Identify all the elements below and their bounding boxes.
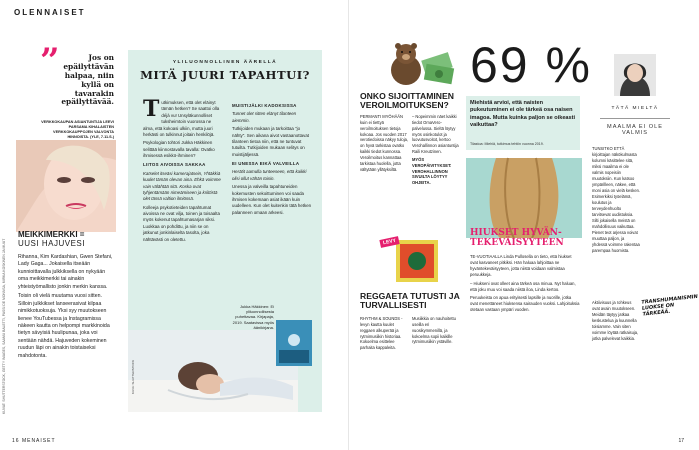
bear-icon xyxy=(388,40,424,86)
money-icon xyxy=(421,46,455,92)
sijoitus-body-2 xyxy=(412,114,460,188)
sijoitus-paragraph-1: PERMANTI MYÖHÄÄN kuin ei tiettyä veroilmoituksen tietoja kokoaa. Jos vuoden 2017 verotiedoissa näkyy tuloja, on hyvä tarkistaa ovatko kaikki tiedot kunnossa. Veroilmoitus kannattaa tarkistaa huolella, jotta vältytään yllätyksiltä. xyxy=(360,114,409,172)
article-subhead-3: EI UNESSA EIKÄ VALVEILLA xyxy=(232,161,300,166)
page-fold xyxy=(348,0,349,450)
article-intro: utkimuksen, että olet eläinyt tämän hetken? Se saattoi olla déjà vu! Unsyläkunnolliset tuksheimtoin vuorossa ne alma, että kokoasi ulkiin, mutta juuri herkästi on tulkinnut joitain henkilöjä. xyxy=(143,100,220,137)
handwritten-note: TRANSHUMANISMIN LUOKSE ON TÄRKEÄÄ. xyxy=(641,293,699,318)
page-number-right: 17 xyxy=(678,438,684,444)
article-paragraph-2: Tutkijoiden mukaan ja tarkoittaa "jo nähty". Sen aikana aivot vastaanottavat tilanteen tietoa niin, että ne tuntuvat tutuilta. Tutkijoiden mukaan selitys on muistijäljessä. xyxy=(232,126,309,157)
stat-text: Miehistä arvioi, että naisten pukeutuminen ei ole tärkeä osa naisen imagoa. Mutta kuinka paljon se oikeasti vaikuttaa? xyxy=(470,100,576,128)
big-stat-value: 69 % xyxy=(470,37,592,93)
article-quote-1: Katselet itseäsi kamerajatsein, Yhtäkkiä kuulet tämän olevan aina. Ehkä voimme vain välähtää sitä. Koska ovat tyhjentämään nimeämiseen ja kriittistä olet tässä valtion ilmiössä. xyxy=(143,170,221,202)
opinion-label: TÄTÄ MIELTÄ xyxy=(611,106,659,111)
stat-source: Tilastoa: Miehiä, tutkimus tehtiin vuonna 2019. xyxy=(470,142,544,146)
article-title: MITÄ JUURI TAPAHTUI? xyxy=(140,68,310,82)
opinion-body-tail: Aktiivisuus ja rohkeus ovat avain muutokseen. Meidän täytyy jatkaa keskustelua ja kuunnella toisiamme. Vain siten voimme löytää ratkaisuja, jotka palvelevat kaikkia. xyxy=(592,300,639,342)
dropcap: T xyxy=(143,96,160,122)
reggae-body-1: RHYTHM & SOUNDS -levyn kautta kuulet reggaen alkuperää ja rytmimusiikin historiaa. Kokoelma esittelee parhaita kappaleita. xyxy=(360,316,403,351)
meik-body xyxy=(18,254,116,362)
meik-subtitle: UUSI HAJUVESI xyxy=(18,239,85,249)
book-cover xyxy=(276,320,312,366)
model-photo xyxy=(16,140,116,232)
sleeping-woman-photo xyxy=(128,330,298,412)
article-paragraph-3: Unessa ja valveilla tapahtuneiden kokemusten sekoittuminen voi saada ihmisen kokemaan asiat ikään kuin uudelleen. Kun olet kuitenkin tätä hetken palanneen omaan arkeesi. xyxy=(232,184,312,215)
article-subhead-1: LIITOS AIVOISSA SAKKAA xyxy=(143,162,206,168)
article-quote-2: Tunnet olet sitten elänyt tilanteen aiemmin. xyxy=(232,111,297,123)
hair-paragraph-2: – Hiukseni ovat olleet aina tärkeä osa minua. Nyt haluan, että joku muu voi saada niistä iloa, Linda kertoo. xyxy=(470,280,576,292)
sijoitus-body-1 xyxy=(360,114,408,174)
opinion-body: TUNSITKO ETTÄ kirjoittajan näkökulmasta kolumni käsittelee sitä, miksi maailma ei ole valmis nopeisiin muutoksiin. Kun katsoo ympärilleen, näkee, että moni asia on vielä kesken. Esimerkiksi työelämä, koulutus ja terveydenhuolto tarvitsevat uudistuksia. Silti jokaisella meistä on mahdollisuus vaikuttaa. Pienet teot arjessa voivat muuttaa paljon, ja yhdessä voimme rakentaa parempaa huomista. xyxy=(592,146,641,254)
hair-paragraph-3: Peruukeista on apua erityisesti lapsille ja nuorille, jotka ovat menettäneet hiuksensa sairauden vuoksi. Lahjoituksia otetaan vastaan ympäri vuoden. xyxy=(470,294,580,312)
meik-paragraph-2: Toisin oli vielä muutama vuosi sitten. Silloin julkkikset lanseerasivat kilpaa nimikkotuoksuja. Yksi syy muutokseen lienee YouTubessa ja Instagramissa näkeen kautta on helpompi markkinoida tietyn sävyisiä huulipunaa, joka voi sentään nähdä. Hajuveden kokeminen ruudun läpi on ainakin toistaiseksi mahdotonta. xyxy=(18,293,110,359)
hair-title: HIUKSET HYVÄN-TEKEVÄISYYTEEN xyxy=(470,228,564,249)
sijoitus-title: ONKO SIJOITTAMINEN VEROILMOITUKSEN? xyxy=(360,91,454,111)
hair-photo xyxy=(466,158,582,238)
hair-paragraph-1: TE-VUOTIAALLA Linda Pullosella on tieto, että hiukset ovat kasvaneet pitkiksi. Hän haluaa lahjoittaa ne hyväntekeväisyyteen, jotta niistä voidaan valmistaa peruukkeja. xyxy=(470,254,572,278)
article-paragraph-end: Kolleeja psykotieteiden tapahtumat aivoissa ne ovat vilja, toinen ja toisaalta myös kokenut tapahtumasarjan siksi. Luokkaa on pohdittu, ja niin se on jatkunut jonkinlaiselta tasolta, joka nähtävästi on oletettu. xyxy=(143,204,220,242)
photo-credit: KUVA: SHUTTERSTOCK xyxy=(131,360,135,395)
article-subhead-2: MUISTIJÄLKI KADOKSISSA xyxy=(232,103,297,108)
book-caption: Jukka Häkkinen: Ei yliluonnollisesta puhettavaa. Kirjapaja, 2019. Saatavissa myös äänikirjana. xyxy=(232,304,274,330)
article-right-column xyxy=(232,100,312,218)
opinion-title: MAALMA EI OLE VALMIS xyxy=(607,124,663,136)
article-quote-3: Herätit aamulla tunteeseen, että kaikki olisi ollut vähän toisin. xyxy=(232,169,307,181)
author-avatar xyxy=(614,54,656,96)
article-left-column xyxy=(143,96,223,245)
opinion-divider xyxy=(600,118,670,119)
sijoitus-paragraph-2: – Nopeimmin näet kaikki tiedot OmaVero-palvelussa. Sieltä löytyy myös osinkotulot ja luovutusvoitot, kertoo Verohallinnon asiantuntija Raili Kreutzinen. xyxy=(412,114,459,155)
article-kicker: YLILUONNOLLINEN ÄÄRELLÄ xyxy=(172,60,278,65)
meik-title: MEIKKIMERKKI = xyxy=(18,230,85,239)
section-label: OLENNAISET xyxy=(14,8,86,17)
sijoitus-note: MYÖS VEROPÄIVITYKSET: VEROHALLINNON SIVUILTA LÖYTYY OHJEITA. xyxy=(412,156,452,186)
page-number-left: 16 MENAISET xyxy=(12,438,56,444)
photo-credits: KUVAT: SHUTTERSTOCK, GETTY IMAGES, SAAMU BALETTI, PASSI DE MONNSA, MIRKA KOSKINEN JA MUUT xyxy=(2,238,6,414)
quote-mark-icon: ” xyxy=(40,41,60,81)
reggae-title: REGGAETA TUTUSTI JA TURVALLISESTI xyxy=(360,291,460,311)
meik-paragraph-1: Rihanna, Kim Kardashian, Gwen Stefani, Lady Gaga... Jokaisella itseään kunnioittavalla julkkiksella on nykyään oma meikkimerkki tai ainakin yhteistyömallisto jonkin merkin kanssa. xyxy=(18,254,113,290)
reggae-body-2: Musiikkia on nauhoitettu useilla eri vuosikymmenillä, ja kokoelma sopii kaikille rytmimusiikin ystäville. xyxy=(412,316,456,345)
quote-source: VERKKOKAUPAN ASIANTUNTIJA LEEVI PARSAMA KIHALAISTEN VERKKOKAUPPOJEN VALVONTA HINNOISTA. (YLE, 7.11.S.) xyxy=(41,120,114,139)
article-paragraph: Psykologian tohtori Jukka Häkkinen selittää kiinnostavalla tavalla: Ovatko ihmisessä esikkö-ihminen? xyxy=(143,140,215,158)
meik-heading xyxy=(18,230,85,248)
pull-quote: Jos on epäilyttävän halpaa, niin kyllä on tavarakin epäilyttävää. xyxy=(61,53,114,107)
levy-tag: LEVY xyxy=(379,236,399,248)
hair-body xyxy=(470,254,580,315)
